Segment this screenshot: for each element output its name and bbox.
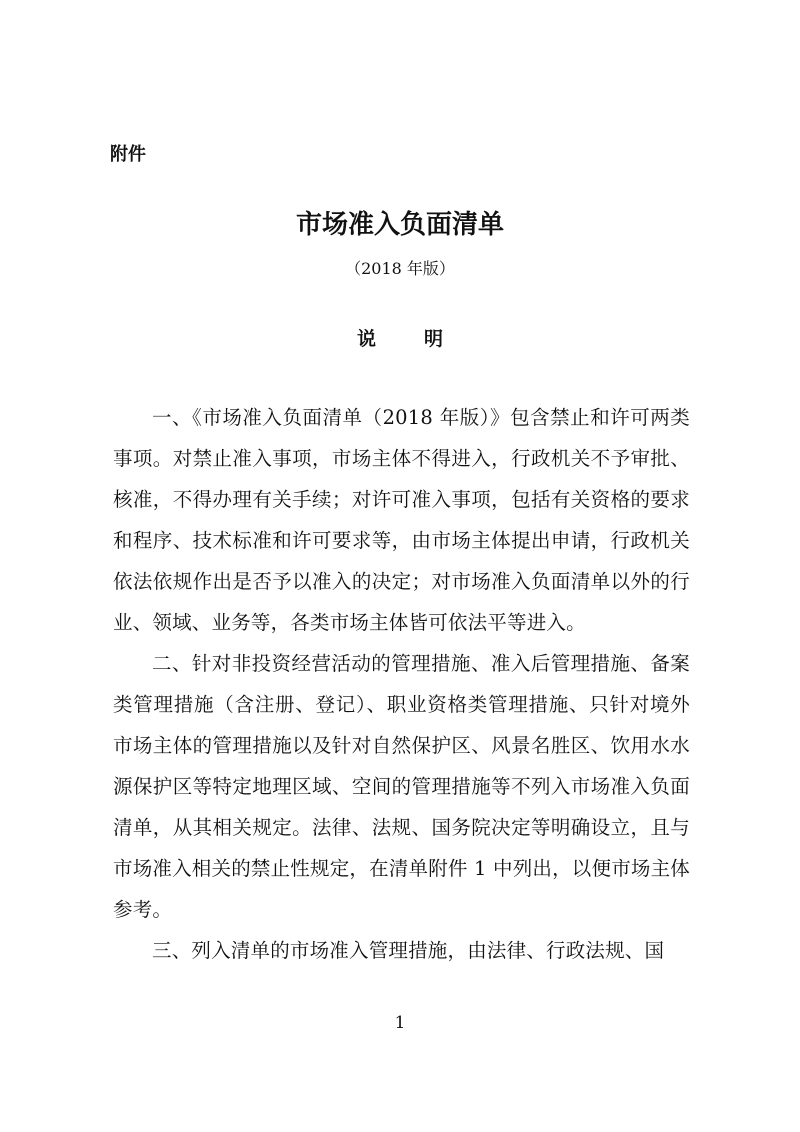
document-title: 市场准入负面清单 bbox=[295, 210, 504, 240]
paragraph-2: 二、针对非投资经营活动的管理措施、准入后管理措施、备案类管理措施（含注册、登记）、职业资格类管理措施、只针对境外市场主体的管理措施以及针对自然保护区、风景名胜区、饮用水水源保护区等特定地理区域、空间的管理措施等不列入市场准入负面清单，从其相关规定。法律、法规、国务院决定等明确设立，且与市场准入相关的禁止性规定，在清单附件 1 中列出，以便市场主体参考。 bbox=[113, 652, 691, 921]
attachment-label: 附件 bbox=[110, 144, 146, 165]
paragraph-3: 三、列入清单的市场准入管理措施，由法律、行政法规、国 bbox=[152, 939, 665, 962]
page-number: 1 bbox=[394, 1013, 406, 1033]
body-text bbox=[113, 397, 690, 971]
document-edition-subtitle: （2018 年版） bbox=[345, 259, 455, 278]
section-heading bbox=[0, 326, 800, 352]
section-heading-char-2: 明 bbox=[424, 328, 444, 350]
section-heading-char-1: 说 bbox=[356, 328, 376, 350]
paragraph-1: 一、《市场准入负面清单（2018 年版）》包含禁止和许可两类事项。对禁止准入事项，市场主体不得进入，行政机关不予审批、核准，不得办理有关手续；对许可准入事项，包括有关资格的要求和程序、技术标准和许可要求等，由市场主体提出申请，行政机关依法依规作出是否予以准入的决定；对市场准入负面清单以外的行业、领域、业务等，各类市场主体皆可依法平等进入。 bbox=[113, 406, 690, 634]
